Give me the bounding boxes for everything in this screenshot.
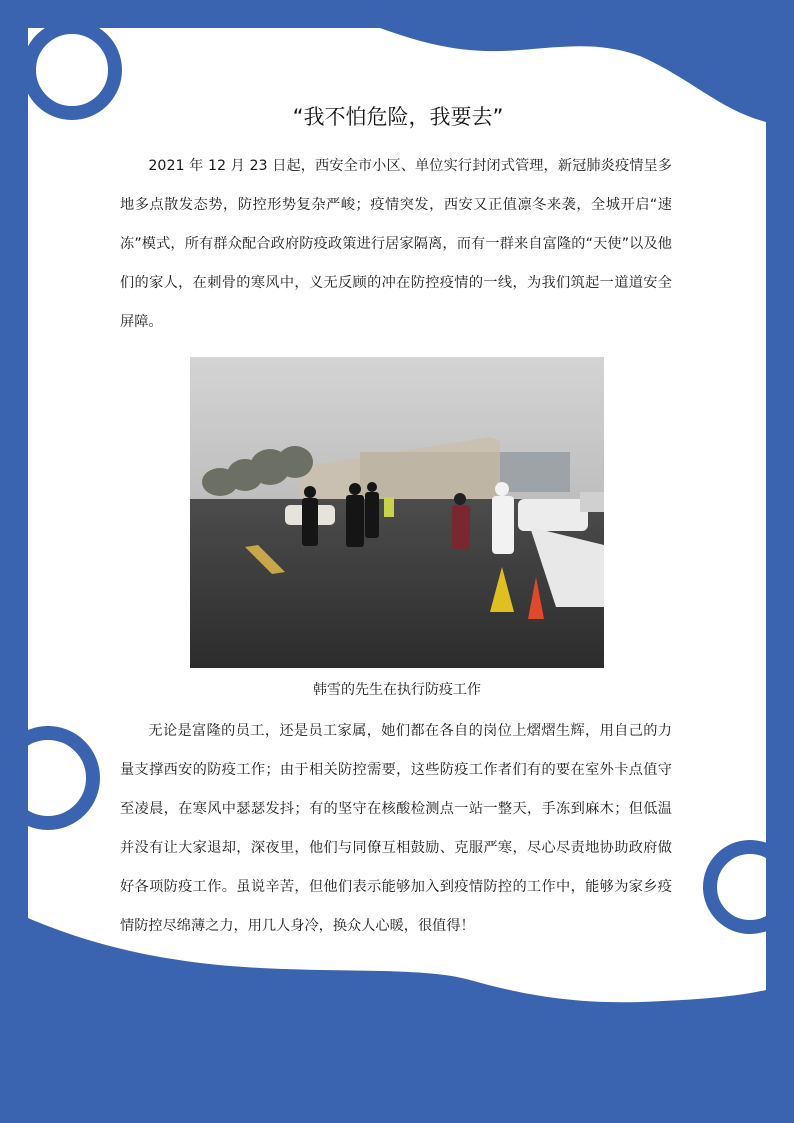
page-title: “我不怕危险，我要去” [276, 98, 520, 136]
photo-illustration [190, 357, 604, 668]
paragraph-intro: 2021 年 12 月 23 日起，西安全市小区、单位实行封闭式管理，新冠肺炎疫情呈多地多点散发态势，防控形势复杂严峻；疫情突发，西安又正值凛冬来袭，全城开启“速冻”模式，所有群众配合政府防疫政策进行居家隔离，而有一群来自富隆的“天使”以及他们的家人，在刺骨的寒风中，义无反顾的冲在防控疫情的一线，为我们筑起一道道安全屏障。 [120, 158, 672, 330]
photo-caption: 韩雪的先生在执行防疫工作 [313, 682, 481, 698]
paragraph-body: 无论是富隆的员工，还是员工家属，她们都在各自的岗位上熠熠生辉，用自己的力量支撑西安的防疫工作；由于相关防控需要，这些防疫工作者们有的要在室外卡点值守至凌晨，在寒风中瑟瑟发抖；有的坚守在核酸检测点一站一整天，手冻到麻木；但低温并没有让大家退却，深夜里，他们与同僚互相鼓励、克服严寒，尽心尽责地协助政府做好各项防疫工作。虽说辛苦，但他们表示能够加入到疫情防控的工作中，能够为家乡疫情防控尽绵薄之力，用几人身冷，换众人心暖，很值得！ [120, 723, 672, 934]
photo-checkpoint [190, 357, 604, 668]
